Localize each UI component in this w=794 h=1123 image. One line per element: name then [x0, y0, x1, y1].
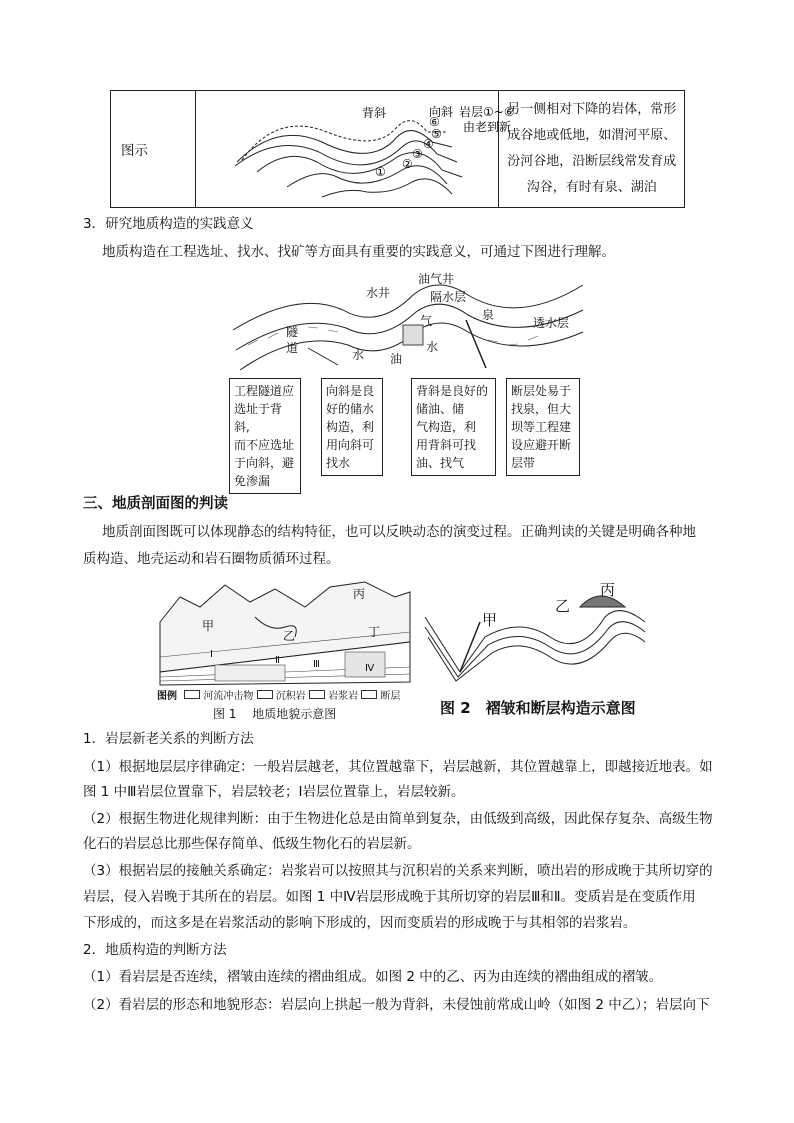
- legend-swatch: [361, 690, 377, 699]
- note-line: 断层处易于: [511, 384, 572, 398]
- n5-label: ⑤: [431, 127, 443, 141]
- figure-2: [420, 577, 650, 723]
- fig2-jia: 甲: [482, 611, 498, 629]
- right-text-3: 汾河谷地，沿断层线常发育成: [507, 154, 677, 169]
- legend-item: 断层: [380, 691, 401, 702]
- fig1-bing: 丙: [353, 587, 366, 601]
- fig1-ding: 丁: [368, 625, 381, 639]
- right-text-1: 另一侧相对下降的岩体，常形: [507, 102, 677, 117]
- note-line: 气构造，利: [416, 420, 477, 434]
- note-box-syncline: [321, 378, 383, 476]
- note-line: 油、找气: [416, 456, 465, 470]
- note-line: 而不应选址: [234, 438, 295, 452]
- strata-label: 岩层①~⑥: [459, 105, 515, 119]
- note-box-fault: [506, 378, 580, 476]
- right-text-2: 成谷地或低地，如渭河平原、: [507, 128, 677, 143]
- body-p3-2: 岩层，侵入岩晚于其所在的岩层。如图 1 中Ⅳ岩层形成晚于其所切穿的岩层Ⅲ和Ⅱ。变质岩是在变质作用: [83, 889, 696, 905]
- body-p3-3: 下形成的，而这多是在岩浆活动的影响下形成的，因而变质岩的形成晚于与其相邻的岩浆岩。: [83, 915, 637, 931]
- fig1-r3: Ⅲ: [313, 659, 320, 670]
- fig1-caption: 图 1 地质地貌示意图: [213, 707, 337, 721]
- note-line: 设应避开断: [511, 438, 572, 452]
- legend-item: 岩浆岩: [328, 691, 359, 702]
- note-box-tunnel: [229, 378, 301, 494]
- table-row-label: 图示: [111, 91, 196, 208]
- n1-label: ①: [375, 165, 387, 179]
- part3-para-1: 地质剖面图既可以体现静态的结构特征，也可以反映动态的演变过程。正确判读的关键是明确各种地: [102, 524, 696, 540]
- note-line: 坝等工程建: [511, 420, 572, 434]
- note-line: 用背斜可找: [416, 438, 477, 452]
- note-line: 储油、储: [416, 402, 465, 416]
- fig2-caption: 图 2 褶皱和断层构造示意图: [440, 699, 636, 717]
- body-p2-2: 化石的岩层总比那些保存简单、低级生物化石的岩层新。: [83, 836, 421, 852]
- syncline-label: 向斜: [429, 105, 454, 119]
- note-line: 背斜是良好的: [416, 384, 489, 398]
- n2-label: ②: [402, 157, 414, 171]
- water-left-label: 水: [352, 348, 365, 362]
- note-line: 免渗漏: [234, 474, 271, 488]
- fig1-yi: 乙: [283, 629, 296, 643]
- fig2-yi: 乙: [555, 597, 571, 615]
- note-line: 用向斜可: [326, 438, 375, 452]
- body-p1-2: 图 1 中Ⅲ岩层位置靠下，岩层较老；Ⅰ岩层位置靠上，岩层较新。: [83, 784, 465, 800]
- anticline-label: 背斜: [362, 106, 387, 120]
- note-line: 选址于背斜,: [234, 402, 283, 434]
- note-line: 层带: [511, 456, 536, 470]
- water-well-label: 水井: [366, 286, 391, 300]
- body-h1: 1．岩层新老关系的判断方法: [83, 731, 254, 747]
- legend-swatch: [309, 690, 325, 699]
- fig1-r1: Ⅰ: [210, 649, 213, 660]
- note-line: 找泉，但大: [511, 402, 572, 416]
- body-p2-1: （2）根据生物进化规律判断：由于生物进化总是由简单到复杂，由低级到高级，因此保存复杂、高级生物: [83, 811, 713, 827]
- note-line: 向斜是良: [326, 384, 375, 398]
- legend-item: 河流冲击物: [203, 691, 254, 702]
- body-p3-1: （3）根据岩层的接触关系确定：岩浆岩可以按照其与沉积岩的关系来判断，喷出岩的形成晚于其所切穿的: [83, 863, 713, 879]
- fig1-legend: [157, 687, 401, 702]
- note-line: 构造，利: [326, 420, 375, 434]
- n6-label: ⑥: [429, 115, 441, 129]
- figure-2-svg: [420, 577, 650, 687]
- note-box-anticline: [411, 378, 496, 476]
- legend-item: 沉积岩: [275, 691, 306, 702]
- table-diagram-cell: [196, 91, 515, 208]
- part3-para-2: 质构造、地壳运动和岩石圈物质循环过程。: [83, 551, 340, 567]
- water-right-label: 水: [426, 340, 439, 354]
- body-h2: 2．地质构造的判断方法: [83, 942, 227, 958]
- aquifer-label: 透水层: [533, 316, 570, 330]
- fig2-bing: 丙: [600, 581, 616, 599]
- fold-diagram: [197, 92, 515, 206]
- oil-well-label: 油气井: [418, 272, 455, 286]
- practice-figure: [228, 270, 588, 488]
- spring-label: 泉: [482, 308, 495, 322]
- oil-label: 油: [390, 352, 403, 366]
- section3-heading: 3．研究地质构造的实践意义: [83, 216, 254, 232]
- right-text-4: 沟谷，有时有泉、湖泊: [526, 180, 657, 195]
- tunnel-label: 隧道: [286, 325, 299, 355]
- table-right-text: [499, 91, 685, 208]
- note-line: 好的储水: [326, 402, 375, 416]
- body-p1-1: （1）根据地层层序律确定：一般岩层越老，其位置越靠下，岩层越新，其位置越靠上，即越接近地表。如: [83, 759, 713, 775]
- legend-title: 图例: [157, 691, 177, 702]
- structure-table: [110, 90, 685, 208]
- aquiclude-label: 隔水层: [430, 290, 467, 304]
- body-p5: （2）看岩层的形态和地貌形态：岩层向上拱起一般为背斜，未侵蚀前常成山岭（如图 2 中乙）；岩层向下: [83, 997, 710, 1013]
- body-p4: （1）看岩层是否连续，褶皱由连续的褶曲组成。如图 2 中的乙、丙为由连续的褶曲组成的褶皱。: [83, 969, 663, 985]
- order-label: 由老到新: [463, 120, 512, 134]
- note-line: 找水: [326, 456, 351, 470]
- fig1-jia: 甲: [202, 619, 215, 633]
- fig1-r2: Ⅱ: [275, 655, 280, 666]
- legend-swatch: [257, 690, 273, 699]
- gas-label: 气: [420, 314, 433, 328]
- n3-label: ③: [412, 147, 424, 161]
- note-line: 于向斜，避: [234, 456, 295, 470]
- part3-heading: 三、地质剖面图的判读: [83, 496, 228, 512]
- figure-1: [155, 577, 417, 723]
- fig1-r4: Ⅳ: [365, 663, 375, 674]
- n4-label: ④: [423, 137, 435, 151]
- legend-swatch: [184, 690, 200, 699]
- section3-para: 地质构造在工程选址、找水、找矿等方面具有重要的实践意义，可通过下图进行理解。: [102, 244, 615, 260]
- note-line: 工程隧道应: [234, 384, 295, 398]
